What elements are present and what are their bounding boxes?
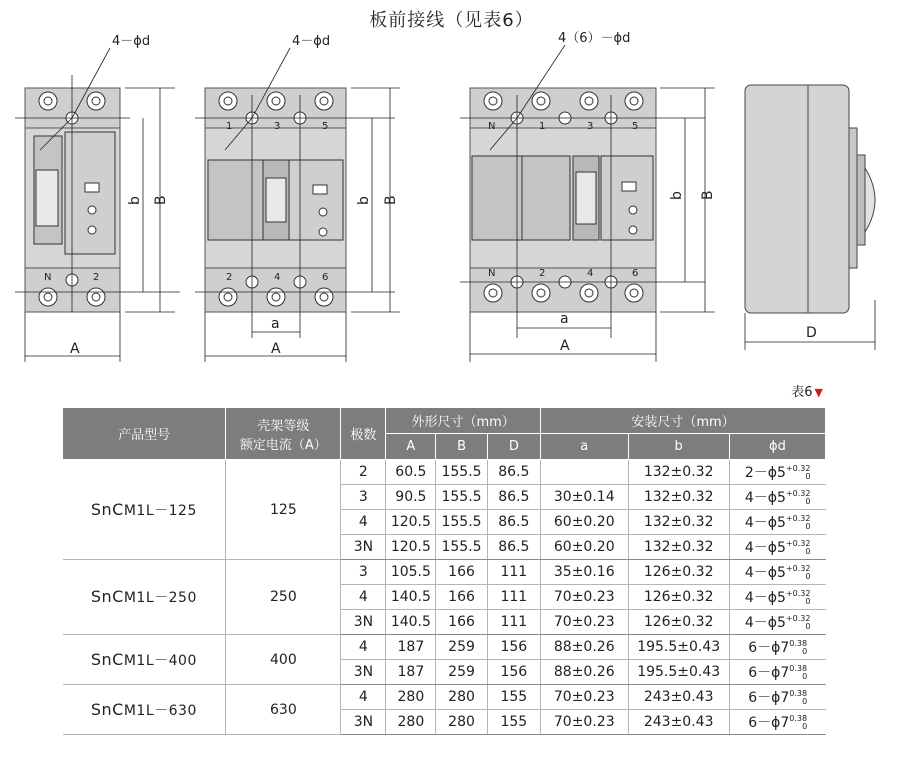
cell-a: 140.5: [386, 610, 436, 635]
cell-b: 166: [436, 610, 487, 635]
model-cell: SnCM1L－630: [63, 685, 226, 735]
hole-label: 4（6）－ϕd: [558, 31, 631, 46]
header-B: B: [436, 434, 487, 460]
cell-poles: 4: [341, 510, 386, 535]
cell-a: [541, 460, 628, 485]
terminal-label: 1: [226, 121, 233, 132]
dim-b-label: b: [127, 196, 143, 205]
page-title: 板前接线（见表6）: [369, 10, 534, 31]
cell-phid: $4-\phi 5^{+0.32}_0$: [729, 560, 825, 585]
cell-b: 155.5: [436, 485, 487, 510]
cell-phid: $2-\phi 5^{+0.32}_0$: [729, 460, 825, 485]
cell-a: 280: [386, 710, 436, 735]
cell-poles: 3N: [341, 535, 386, 560]
terminal-label: 1: [539, 121, 546, 132]
terminal-label: 6: [632, 268, 639, 279]
cell-b: 195.5±0.43: [628, 635, 729, 660]
cell-a: 120.5: [386, 535, 436, 560]
cell-d: 111: [487, 610, 540, 635]
cell-b: 280: [436, 685, 487, 710]
cell-a: 187: [386, 635, 436, 660]
cell-poles: 4: [341, 685, 386, 710]
dim-b-label: b: [356, 196, 372, 205]
cell-d: 155: [487, 685, 540, 710]
header-phid: ϕd: [729, 434, 825, 460]
cell-b: 166: [436, 560, 487, 585]
cell-b: 195.5±0.43: [628, 660, 729, 685]
cell-a: 70±0.23: [541, 585, 628, 610]
cell-phid: $4-\phi 5^{+0.32}_0$: [729, 585, 825, 610]
header-b: b: [628, 434, 729, 460]
cell-a: 60.5: [386, 460, 436, 485]
frame-current-cell: 630: [226, 685, 341, 735]
marker-icon: ▼: [814, 386, 823, 399]
table-row: [63, 635, 826, 660]
cell-a: 88±0.26: [541, 660, 628, 685]
terminal-label: 6: [322, 272, 329, 283]
dim-A-label: A: [70, 341, 80, 357]
table-caption: [791, 381, 823, 400]
cell-poles: 3: [341, 485, 386, 510]
cell-b: 155.5: [436, 510, 487, 535]
cell-b: 166: [436, 585, 487, 610]
cell-d: 86.5: [487, 510, 540, 535]
model-cell: SnCM1L－400: [63, 635, 226, 685]
cell-poles: 4: [341, 635, 386, 660]
terminal-label: 4: [587, 268, 594, 279]
cell-d: 156: [487, 635, 540, 660]
cell-a: 88±0.26: [541, 635, 628, 660]
header-model: 产品型号: [63, 408, 226, 460]
cell-a: 70±0.23: [541, 710, 628, 735]
dim-D-label: D: [806, 325, 817, 341]
cell-poles: 3: [341, 560, 386, 585]
terminal-label: 5: [632, 121, 639, 132]
terminal-label: 2: [539, 268, 546, 279]
cell-b: 243±0.43: [628, 710, 729, 735]
cell-a: 70±0.23: [541, 610, 628, 635]
dim-A-label: A: [271, 341, 281, 357]
table-row: [63, 460, 826, 485]
terminal-label: 5: [322, 121, 329, 132]
cell-phid: $4-\phi 5^{+0.32}_0$: [729, 510, 825, 535]
cell-a: 90.5: [386, 485, 436, 510]
dim-B-label: B: [383, 195, 399, 205]
cell-b: 280: [436, 710, 487, 735]
breaker-3pole-view: [195, 34, 400, 362]
table-row: [63, 685, 826, 710]
cell-d: 86.5: [487, 485, 540, 510]
dimension-drawings: [0, 0, 903, 380]
terminal-label: N: [488, 268, 496, 279]
frame-current-cell: 125: [226, 460, 341, 560]
header-frame: 壳架等级 额定电流（A）: [226, 408, 341, 460]
cell-a: 105.5: [386, 560, 436, 585]
header-A: A: [386, 434, 436, 460]
cell-d: 86.5: [487, 535, 540, 560]
cell-phid: $6-\phi 7^{0.38}_0$: [729, 660, 825, 685]
cell-d: 156: [487, 660, 540, 685]
cell-phid: $6-\phi 7^{0.38}_0$: [729, 635, 825, 660]
model-cell: SnCM1L－250: [63, 560, 226, 635]
cell-poles: 3N: [341, 610, 386, 635]
cell-b: 126±0.32: [628, 610, 729, 635]
cell-b: 132±0.32: [628, 460, 729, 485]
cell-a: 70±0.23: [541, 685, 628, 710]
cell-b: 243±0.43: [628, 685, 729, 710]
cell-a: 187: [386, 660, 436, 685]
cell-a: 60±0.20: [541, 535, 628, 560]
spec-table-body: [63, 460, 826, 735]
cell-d: 86.5: [487, 460, 540, 485]
cell-phid: $4-\phi 5^{+0.32}_0$: [729, 535, 825, 560]
header-poles: 极数: [341, 408, 386, 460]
terminal-label: N: [488, 121, 496, 132]
dim-a-label: a: [560, 311, 569, 327]
cell-b: 155.5: [436, 460, 487, 485]
cell-a: 140.5: [386, 585, 436, 610]
cell-phid: $4-\phi 5^{+0.32}_0$: [729, 610, 825, 635]
terminal-label: 3: [274, 121, 281, 132]
cell-a: 120.5: [386, 510, 436, 535]
header-D: D: [487, 434, 540, 460]
cell-b: 126±0.32: [628, 560, 729, 585]
model-cell: SnCM1L－125: [63, 460, 226, 560]
spec-table: [62, 407, 826, 735]
terminal-label: 2: [93, 272, 100, 283]
cell-b: 259: [436, 660, 487, 685]
hole-label: 4－ϕd: [292, 34, 331, 49]
cell-a: 35±0.16: [541, 560, 628, 585]
frame-current-cell: 400: [226, 635, 341, 685]
header-a: a: [541, 434, 628, 460]
cell-a: 30±0.14: [541, 485, 628, 510]
terminal-label: 3: [587, 121, 594, 132]
frame-current-cell: 250: [226, 560, 341, 635]
hole-label: 4－ϕd: [112, 34, 151, 49]
header-install: 安装尺寸（mm）: [541, 408, 826, 434]
cell-poles: 4: [341, 585, 386, 610]
cell-b: 132±0.32: [628, 510, 729, 535]
cell-b: 155.5: [436, 535, 487, 560]
header-outline: 外形尺寸（mm）: [386, 408, 541, 434]
terminal-label: 2: [226, 272, 233, 283]
cell-poles: 3N: [341, 710, 386, 735]
terminal-label: N: [44, 272, 52, 283]
cell-b: 132±0.32: [628, 535, 729, 560]
dim-B-label: B: [153, 195, 169, 205]
cell-b: 126±0.32: [628, 585, 729, 610]
cell-d: 111: [487, 560, 540, 585]
cell-phid: $4-\phi 5^{+0.32}_0$: [729, 485, 825, 510]
terminal-label: 4: [274, 272, 281, 283]
cell-a: 280: [386, 685, 436, 710]
breaker-side-view: [745, 85, 875, 350]
table-caption-text: 表6: [791, 385, 813, 400]
cell-b: 132±0.32: [628, 485, 729, 510]
cell-d: 155: [487, 710, 540, 735]
table-row: [63, 560, 826, 585]
breaker-4pole-view: [460, 31, 716, 362]
breaker-2pole-view: [15, 34, 180, 362]
cell-d: 111: [487, 585, 540, 610]
dim-b-label: b: [669, 191, 685, 200]
cell-poles: 2: [341, 460, 386, 485]
cell-phid: $6-\phi 7^{0.38}_0$: [729, 710, 825, 735]
cell-phid: $6-\phi 7^{0.38}_0$: [729, 685, 825, 710]
cell-poles: 3N: [341, 660, 386, 685]
cell-b: 259: [436, 635, 487, 660]
dim-A-label: A: [560, 338, 570, 354]
dim-a-label: a: [271, 316, 280, 332]
dim-B-label: B: [700, 190, 716, 200]
cell-a: 60±0.20: [541, 510, 628, 535]
